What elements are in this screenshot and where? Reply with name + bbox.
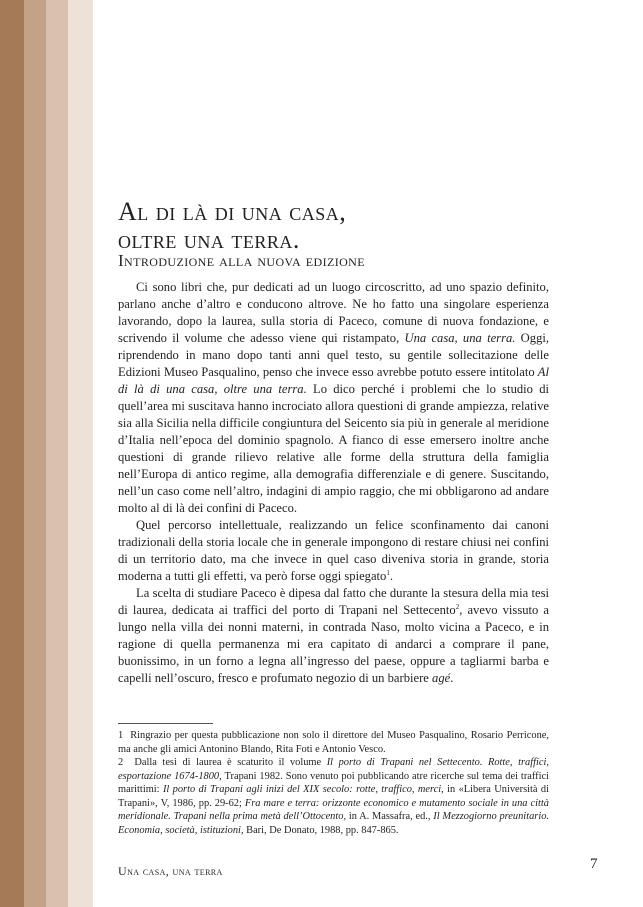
body-text bbox=[118, 279, 549, 687]
footnote-text: Ringrazio per questa pubblicazione non solo il direttore del Museo Pasqualino, Rosario Perricone, ma anche gli amici Antonino Blando, Rita Foti e Antonio Vesco. bbox=[118, 730, 549, 755]
footnotes bbox=[118, 729, 549, 837]
chapter-subtitle: Introduzione alla nuova edizione bbox=[118, 251, 365, 270]
footnote-1 bbox=[118, 729, 549, 756]
book-title-italic: Una casa, una terra. bbox=[404, 331, 516, 345]
page-number: 7 bbox=[590, 856, 598, 872]
decorative-stripe-dark bbox=[0, 0, 24, 907]
chapter-title bbox=[118, 198, 558, 254]
paragraph-text: . bbox=[389, 569, 394, 583]
footnote-ref-2[interactable]: 2 bbox=[455, 603, 460, 611]
paragraph-1 bbox=[118, 279, 549, 517]
paragraph-text: Oggi, riprendendo in mano dopo tanti anni quel testo, su gentile sollecitazione delle Edizioni Museo Pasqualino, penso che invece esso avrebbe potuto essere intitolato bbox=[118, 331, 550, 379]
footnote-text: in A. Massafra, ed., bbox=[346, 811, 434, 822]
decorative-stripe-medium bbox=[24, 0, 46, 907]
paragraph-text: La scelta di studiare Paceco è dipesa dal fatto che durante la stesura della mia tesi di laurea, dedicata ai traffici del porto di Trapani nel Settecento bbox=[118, 586, 549, 617]
paragraph-text: , avevo vissuto a lungo nella villa dei nonni materni, in contrada Naso, molto vicina a Paceco, e in ragione di quella permanenza mi era capitato di andarci a comprare il pane, buonissimo, in un forno a legna all’ingresso del paese, oppure a tagliarmi barba e capelli nell’oscuro, fresco e profumato negozio di un barbiere bbox=[118, 603, 549, 685]
footnote-text: Bari, De Donato, 1988, pp. 847-865. bbox=[243, 824, 399, 836]
paragraph-text: Quel percorso intellettuale, realizzando un felice sconfinamento dai canoni tradizionali della storia locale che in generale impongono di restare chiusi nei confini di un territorio dato, ma che invece in quel caso diveniva storia in grande, storia moderna a tutti gli effetti, va però forse oggi spiegato bbox=[118, 518, 549, 583]
footnote-italic: Il porto di Trapani agli inizi del XIX secolo: rotte, traffico, merci, bbox=[162, 784, 444, 795]
italic-word: agé bbox=[432, 671, 451, 685]
footnote-italic: Il porto di Trapani nel Settecento. Rotte, traffici, esportazione 1674-1800, bbox=[118, 757, 549, 782]
chapter-title-line-1: Al di là di una casa, bbox=[118, 197, 347, 226]
footnote-text: Dalla tesi di laurea è scaturito il volume bbox=[134, 757, 327, 768]
paragraph-text: Lo dico perché i problemi che lo studio di quell’area mi suscitava hanno incrociato allora questioni di grande ampiezza, relative sia alla Sicilia nella difficile congiuntura del Seicento sia più in generale al meridione d’Italia nell’epoca del dominio spagnolo. A fianco di esse emersero inoltre anche questioni di grande rilievo relative alle forme della struttura della famiglia nell’Europa di antico regime, alla demografia differenziale e di genere. Suscitando, nell’un caso come nell’altro, indagini di ampio raggio, che mi obbligarono ad andare molto al di là dei confini di Paceco. bbox=[118, 382, 549, 515]
chapter-title-line-2: oltre una terra. bbox=[118, 225, 300, 254]
footnote-number: 2 bbox=[118, 757, 124, 768]
paragraph-text: . bbox=[450, 671, 454, 685]
footnote-2 bbox=[118, 756, 549, 837]
footnote-italic: Fra mare e terra: orizzonte economico e mutamento sociale in una città meridionale. Trapani nella prima metà dell’Ottocento, bbox=[118, 797, 549, 822]
footnote-italic: Il Mezzogiorno preunitario. Economia, società, istituzioni, bbox=[118, 811, 550, 836]
footnote-ref-1[interactable]: 1 bbox=[386, 569, 390, 577]
footnote-text: in «Libera Università di Trapani», V, 1986, pp. 29-62; bbox=[118, 784, 549, 809]
paragraph-2 bbox=[118, 517, 549, 585]
footnote-separator bbox=[118, 723, 213, 724]
footnote-text: Trapani 1982. Sono venuto poi pubblicando atre ricerche sul tema dei traffici marittimi: bbox=[118, 770, 550, 795]
running-title: Una casa, una terra bbox=[118, 864, 223, 878]
paragraph-text: Ci sono libri che, pur dedicati ad un luogo circoscritto, ad uno spazio definito, parlano anche d’altro e conducono altrove. Ne ho fatto una singolare esperienza lavorando, dopo la laurea, sulla storia di Paceco, comune di nuova fondazione, e scrivendo il volume che adesso viene qui ristampato, bbox=[118, 280, 549, 345]
footnote-number: 1 bbox=[118, 730, 124, 741]
book-title-italic: Al di là di una casa, oltre una terra. bbox=[118, 365, 549, 396]
decorative-stripe-pale bbox=[68, 0, 93, 907]
paragraph-3 bbox=[118, 585, 549, 687]
decorative-stripe-light bbox=[46, 0, 68, 907]
